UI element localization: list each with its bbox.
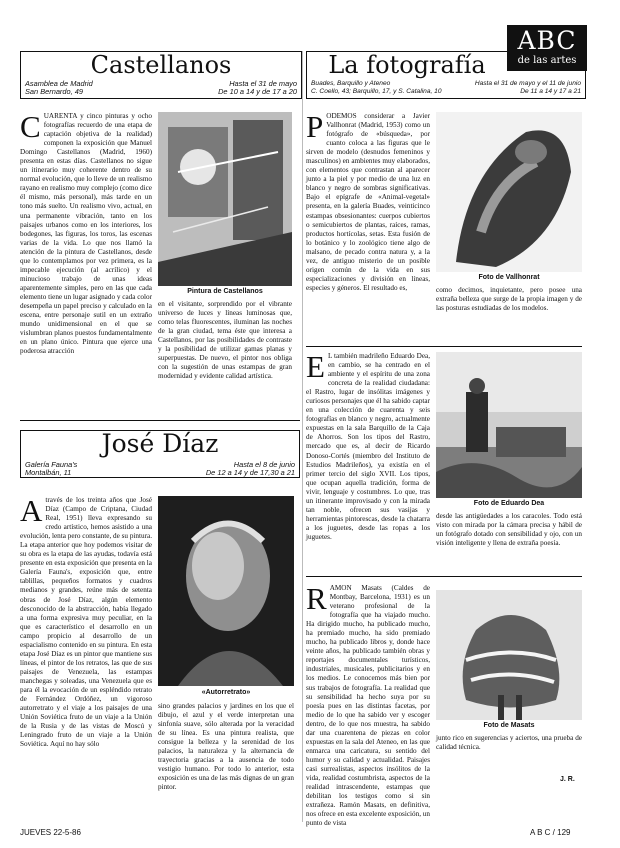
masats-text-2: junto rico en sugerencias y aciertos, una prueba de calidad técnica.	[436, 734, 582, 752]
castellanos-drop-cap: C	[20, 109, 41, 144]
fotografia-dates: Hasta el 31 de mayo y el 11 de junio	[474, 80, 581, 87]
fotografia-divider-2	[306, 576, 582, 577]
fotografia-venue-name: Buades, Barquillo y Ateneo	[311, 80, 391, 87]
castellanos-header	[20, 51, 302, 99]
masats-text-cont	[436, 734, 582, 774]
masats-text-1: AMON Masats (Caldes de Montbay, Barcelona, 1931) es un veterano profesional de la fotografía que ha viajado mucho. Ha dirigido mucho, ha publicado mucho, ha premiado mucho, ha sido premiado mucho, ha publicado libros y, donde hace veinte años, ha publicado también obras y reportajes documentales turísticos, industriales, musicales, publicitarios y en los medios. Le conocemos más bien por sus trabajos de fotografía. La realidad que su sensibilidad ha hecho suya por su poesía pues en las distintas facetas, por medio de lo que ha sabido ver y escoger dentro, de lo que nos muestra, ha sabido dar una cuarentena de piezas en color expuestas en la sala del Ateneo, en las que enmarca una caricatura, su sentido del humor y su calidad y actualidad. Paisajes casi surrealistas, aspectos insólitos de la vida, realidad costumbrista, aspectos de la realidad intrascendente, estampas que debilitan los testigos como si sin extrañeza. Ramón Masats, en definitiva, nos ofrece en esta excelente exposición, un punto de vista	[306, 584, 430, 828]
vallhonrat-text	[306, 109, 430, 344]
vallhonrat-photo-caption: Foto de Vallhonrat	[478, 274, 540, 281]
fotografia-hours: De 11 a 14 y 17 a 21	[520, 88, 581, 95]
jose-diaz-col1	[20, 493, 152, 822]
castellanos-dates: Hasta el 31 de mayo	[229, 79, 297, 88]
castellanos-hours: De 10 a 14 y de 17 a 20	[218, 87, 297, 96]
castellanos-text-2: en el visitante, sorprendido por el vibrante universo de luces y líneas luminosas que, como telas fluorescentes, iluminan las noches de la gran ciudad, tema éste que interesa a Castellanos, por las posibilidades de contraste y la posibilidad de utilizar gamas planas y superpuestas. De nuevo, el pintor nos obliga con la sugestión de unas estampas de gran modernidad y evidente calidad artística.	[158, 300, 292, 381]
castellanos-venue-name: Asamblea de Madrid	[25, 79, 93, 88]
jose-diaz-portrait-image	[158, 496, 294, 686]
vallhonrat-drop-cap: P	[306, 109, 324, 144]
jose-diaz-photo-caption: «Autorretrato»	[201, 689, 251, 696]
column-rule-left	[302, 51, 303, 822]
masats-image	[436, 590, 582, 720]
jose-diaz-text-1: través de los treinta años que José Díaz (Campo de Criptana, Ciudad Real, 1951) lleva expresando su credo artístico, hemos asistido a una evolución, lenta pero constante, de su pintura. La etapa anterior que hoy podemos visitar de su obra es la etapa de las ayudas, todavía está presente en esta exposición que presenta en la Galería Fauna's, exposición que, entre tablillas, pequeños formatos y cuadros medianos y grandes, reúne más de setenta obras de José Díaz, algún elemento desconocido de la abstracción, había llegado a una forma expresiva muy peculiar, en la que es característico el desarrollo en un campo propicio al desarrollo de un espacialismo contenido en su pintura. En esta etapa José Díaz es un pintor que mantiene sus líneas, el pintor de los retratos, las que de sus paisajes de Venezuela, las estampas manchegas y soleadas, una Venezuela que es para él la evocación de un espléndido retrato de Fernández Ordóñez, un vigoroso autorretrato y el viaje a los paisajes de una Unión Soviética fruto de un viaje a la Unión de la Rusia y de las vistas de Moscú y Leningrado fruto de un viaje a la Unión Soviética. Aquí no hay sólo	[20, 496, 152, 749]
jose-diaz-photo	[158, 496, 294, 686]
jose-diaz-venue-address: Montalbán, 11	[25, 468, 72, 477]
jose-diaz-hours: De 12 a 14 y de 17,30 a 21	[205, 468, 295, 477]
abc-logo	[507, 25, 587, 71]
dea-photo	[436, 352, 582, 498]
dea-text	[306, 349, 430, 570]
castellanos-text-1: UARENTA y cinco pinturas y ocho fotografías recuerdo de una etapa de captación objetiva de la realidad) componen la exposición que Manuel Domingo Castellanos (Madrid, 1960) presenta en estas días. Castellanos no sigue un itinerario muy coherente dentro de su normal evolución, que lo lleve de un realismo rayano en realismo muy complejo (como dice él mismo, más personal), más tarde en un tono más suelto. Un realismo vivo, actual, en una permanente vibración, tanto en los paisajes urbanos como en los interiores, los bodegones, las figuras, los toros, las escenas varias de la vida. Lo que nos llamó la atención de la pintura de Castellanos, desde que lo contemplamos por vez primera, es la impecable ejecución (al acrílico) y el minucioso trabajo de unas ideas aparentemente simples, pero en las que cada elemento tiene un lugar asignado y cada color desempeña un papel preciso y calculado en la escena, entre personaje sutil en un extraño mundo unidimensional en el que se vislumbran planos puestos fundamentalmente en un plano único. Pintura que ejerce una poderosa atracción	[20, 112, 152, 356]
jose-diaz-col2	[158, 702, 294, 822]
masats-photo	[436, 590, 582, 720]
masats-drop-cap: R	[306, 581, 327, 616]
vallhonrat-photo	[436, 112, 582, 272]
castellanos-photo	[158, 112, 292, 286]
jose-diaz-title: José Díaz	[101, 429, 219, 458]
vallhonrat-text-cont	[436, 286, 582, 344]
vallhonrat-text-2: como decimos, inquietante, pero posee una extraña belleza que surge de la propia imagen y de las posturas estudiadas de los modelos.	[436, 286, 582, 313]
footer-date: JUEVES 22-5-86	[20, 828, 81, 837]
abc-logo-letters: ABC	[517, 26, 577, 55]
castellanos-venue-address: San Bernardo, 49	[25, 87, 83, 96]
dea-drop-cap: E	[306, 349, 325, 384]
vallhonrat-text-1: ODEMOS considerar a Javier Vallhonrat (Madrid, 1953) como un fotógrafo de «búsqueda», por cuanto coloca a las figuras que le sirven de modelo (desnudos femeninos y masculinos) en ambientes muy elaborados, con elementos que contrastan al aparecer junto a la piel y por medio de una luz en blanco y negro de sombras significativas. Bajo el epígrafe de «Animal-vegetal» presenta, en la galería Buades, veinticinco estampas obsesionantes: cuerpos cubiertos o semicubiertos de plantas, raíces, ramas, productos hortícolas, setas. Esta fusión de lo botánico y lo zoológico tiene algo de malsano, de pecado contra natura y, a la vez, de antiguo misterio de un posible origen común de la vida en sus especializaciones y división en líneas, especies y géneros. El resultado es,	[306, 112, 430, 292]
dea-photo-caption: Foto de Eduardo Dea	[473, 500, 545, 507]
fotografia-divider-1	[306, 346, 582, 347]
jose-diaz-drop-cap: A	[20, 493, 43, 528]
jose-diaz-text-2: sino grandes palacios y jardines en los que el dibujo, el azul y el verde interpretan una sinfonía suave, sólo alterada por la veracidad de su línea. Es una pintura realista, que consigue la belleza y la serenidad de los palacios, la naturaleza y la alternancia de trayectoria gracias a la ausencia de todo vestigio humano. Por todo lo anterior, esta exposición es una de las más dignas de un gran pintor.	[158, 702, 294, 792]
castellanos-col2	[158, 300, 292, 414]
fotografia-venue-address: C. Coello, 43; Barquillo, 17, y S. Catalina, 10	[311, 88, 442, 95]
jose-diaz-venue-name: Galería Fauna's	[25, 460, 78, 469]
masats-photo-caption: Foto de Masats	[483, 722, 535, 729]
castellanos-divider	[20, 420, 300, 421]
dea-text-1: L también madrileño Eduardo Dea, en cambio, se ha centrado en el ambiente y el espíritu de una zona concreta de la realidad ciudadana: el Rastro, lugar de insólitas imágenes y curiosos personajes que él ha sabido captar en una colección de cuarenta y seis fotografías en blanco y negro, actualmente expuestas en la sala Barquillo de la Caja de Ahorros. Son los tipos del Rastro, mercado que es, al decir de Ricardo Donoso-Cortés (miembro del Instituto de Estudios Madrileños), ya existía en el primer tercio del siglo XVII. Los tipos, que ocupan aquella tradición, forma de vivir, lenguaje y costumbres. Lo que, tras un itinerante improvisado y con la mirada tan noble, ofrecen sus vasijas y herramientas pintorescas, desde la chatarra a los juguetes, desde las ropas a los juguetes.	[306, 352, 430, 541]
castellanos-photo-caption: Pintura de Castellanos	[187, 288, 263, 295]
dea-text-2: desde las antigüedades a los caracoles. Todo está visto con mirada por la cámara precisa y hábil de un fotógrafo dotado con sensibilidad y ojo, con un visión inteligente y llena de extraña poesía.	[436, 512, 582, 548]
jose-diaz-header	[20, 430, 300, 478]
jose-diaz-dates: Hasta el 8 de junio	[233, 460, 295, 469]
castellanos-title: Castellanos	[90, 51, 232, 79]
fotografia-title: La fotografía	[328, 51, 486, 79]
masats-text	[306, 581, 430, 828]
castellanos-col1	[20, 109, 152, 414]
vallhonrat-image	[436, 112, 582, 272]
abc-logo-tagline: de las artes	[517, 55, 577, 66]
masats-signature: J. R.	[560, 776, 575, 783]
castellanos-painting-image	[158, 112, 292, 286]
footer-page: A B C / 129	[530, 828, 571, 837]
dea-text-cont	[436, 512, 582, 570]
dea-image	[436, 352, 582, 498]
